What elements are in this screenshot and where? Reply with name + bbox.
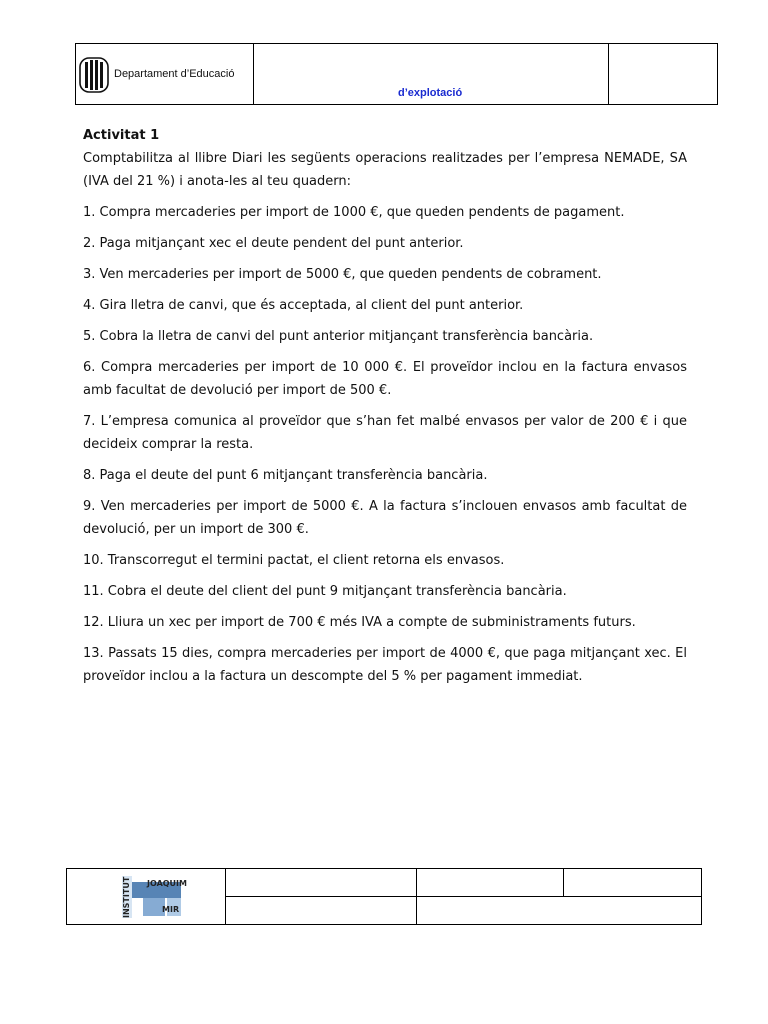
header-divider (608, 44, 609, 104)
operation-item: 6. Compra mercaderies per import de 10 000 €. El proveïdor inclou en la factura envasos amb facultat de devolució per import de 500 €. (83, 360, 687, 398)
operation-item: 1. Compra mercaderies per import de 1000 €, que queden pendents de pagament. (83, 205, 625, 220)
header-table (75, 43, 718, 105)
footer-table (66, 868, 702, 925)
operation-item: 9. Ven mercaderies per import de 5000 €. A la factura s’inclouen envasos amb facultat de devolució, per un import de 300 €. (83, 499, 687, 537)
activity-title: Activitat 1 (83, 128, 160, 143)
operation-item: 13. Passats 15 dies, compra mercaderies per import de 4000 €, que paga mitjançant xec. El proveïdor inclou a la factura un descompte del 5 % per pagament immediat. (83, 646, 687, 684)
header-divider (253, 44, 254, 104)
document-body (83, 124, 687, 696)
operation-item: 5. Cobra la lletra de canvi del punt anterior mitjançant transferència bancària. (83, 329, 594, 344)
operation-item: 3. Ven mercaderies per import de 5000 €, que queden pendents de cobrament. (83, 267, 602, 282)
operation-item: 4. Gira lletra de canvi, que és acceptada, al client del punt anterior. (83, 298, 524, 313)
operation-item: 12. Lliura un xec per import de 700 € més IVA a compte de subministraments futurs. (83, 615, 636, 630)
footer-divider (563, 869, 564, 896)
generalitat-logo-icon (79, 57, 109, 93)
header-subtitle: d’explotació (398, 87, 463, 99)
operation-item: 7. L’empresa comunica al proveïdor que s’han fet malbé envasos per valor de 200 € i que decideix comprar la resta. (83, 414, 687, 452)
footer-logo-text: MIR (162, 905, 180, 914)
footer-logo-text: INSTITUT (122, 876, 131, 918)
footer-logo-text: JOAQUIM (147, 879, 187, 888)
institut-logo-icon (117, 874, 187, 920)
activity-intro: Comptabilitza al llibre Diari les següents operacions realitzades per l’empresa NEMADE, SA (IVA del 21 %) i anota-les al teu quadern: (83, 151, 687, 189)
operation-item: 2. Paga mitjançant xec el deute pendent del punt anterior. (83, 236, 464, 251)
operation-item: 11. Cobra el deute del client del punt 9 mitjançant transferència bancària. (83, 584, 567, 599)
operation-item: 8. Paga el deute del punt 6 mitjançant transferència bancària. (83, 468, 488, 483)
department-name: Departament d’Educació (114, 68, 235, 80)
footer-divider (416, 869, 417, 924)
operation-item: 10. Transcorregut el termini pactat, el client retorna els envasos. (83, 553, 505, 568)
footer-divider (225, 896, 701, 897)
